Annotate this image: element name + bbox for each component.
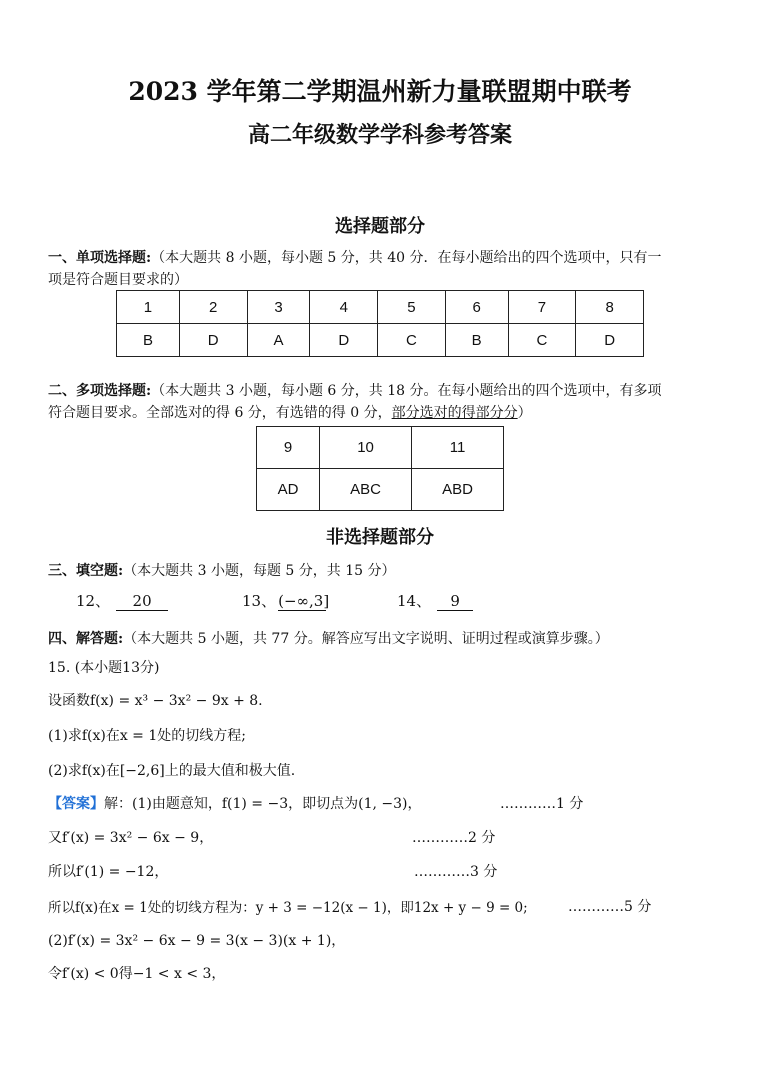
solution-line-5: (2)f′(x) = 3x² − 6x − 9 = 3(x − 3)(x + 1)， — [48, 933, 346, 949]
section-heading-nonchoice: 非选择题部分 — [326, 527, 434, 548]
table-cell: 9 — [257, 427, 320, 469]
problem15-q1: (1)求f(x)在x = 1处的切线方程; — [48, 728, 246, 744]
part3-intro — [48, 560, 396, 580]
part1-text-2: 项是符合题目要求的） — [48, 272, 188, 288]
part4-intro — [48, 628, 609, 648]
part2-label: 二、多项选择题: — [48, 383, 152, 399]
table-cell: 10 — [320, 427, 412, 469]
problem15-stem: 设函数f(x) = x³ − 3x² − 9x + 8. — [48, 693, 263, 709]
fill-number: 12、 — [76, 592, 111, 610]
fill-answer-12 — [76, 590, 168, 611]
part2-text-2c: ） — [517, 405, 532, 421]
table-cell: C — [508, 324, 576, 357]
fill-blank: 9 — [437, 592, 473, 611]
fill-answer-14 — [397, 590, 473, 611]
fill-answer-13 — [242, 590, 330, 611]
part1-answer-row — [117, 324, 644, 357]
table-cell: D — [310, 324, 378, 357]
solution-line-2: 又f′(x) = 3x² − 6x − 9， — [48, 830, 214, 846]
fill-blank: 20 — [116, 592, 168, 611]
score-mark: …………2 分 — [412, 830, 496, 846]
part4-text: （本大题共 5 小题，共 77 分。解答应写出文字说明、证明过程或演算步骤。） — [123, 631, 609, 647]
page-title: 2023 学年第二学期温州新力量联盟期中联考 — [128, 77, 632, 106]
table-cell: 3 — [247, 291, 310, 324]
table-cell: ABC — [320, 469, 412, 511]
table-cell: 11 — [412, 427, 504, 469]
section-heading-choice: 选择题部分 — [335, 216, 425, 237]
solution-text: 解：(1)由题意知，f(1) = −3，即切点为(1, −3)， — [104, 796, 422, 812]
table-cell: 6 — [445, 291, 508, 324]
part1-answer-table — [116, 290, 644, 357]
part1-intro-line1 — [48, 247, 662, 267]
part2-text-2a: 符合题目要求。全部选对的得 6 分，有选错的得 0 分， — [48, 405, 392, 421]
table-cell: 5 — [378, 291, 446, 324]
table-cell: 1 — [117, 291, 180, 324]
table-cell: 7 — [508, 291, 576, 324]
score-mark: …………1 分 — [500, 796, 584, 812]
score-mark: …………5 分 — [568, 899, 652, 915]
table-cell: AD — [257, 469, 320, 511]
table-cell: C — [378, 324, 446, 357]
table-cell: A — [247, 324, 310, 357]
score-mark: …………3 分 — [414, 864, 498, 880]
table-cell: 8 — [576, 291, 644, 324]
solution-line-3: 所以f′(1) = −12， — [48, 864, 169, 880]
part3-text: （本大题共 3 小题，每题 5 分，共 15 分） — [123, 563, 396, 579]
part2-answer-table — [256, 426, 504, 511]
table-cell: D — [179, 324, 247, 357]
solution-line-4: 所以f(x)在x = 1处的切线方程为：y + 3 = −12(x − 1)，即12x + y − 9 = 0; — [48, 900, 528, 916]
fill-number: 14、 — [397, 592, 432, 610]
fill-number: 13、 — [242, 592, 277, 610]
part1-text-1: （本大题共 8 小题，每小题 5 分，共 40 分．在每小题给出的四个选项中，只有一 — [151, 250, 662, 266]
part2-intro-line2 — [48, 402, 532, 422]
problem15-q2: (2)求f(x)在[−2,6]上的最大值和极大值. — [48, 763, 296, 779]
table-cell: 2 — [179, 291, 247, 324]
part2-number-row — [257, 427, 504, 469]
table-cell: D — [576, 324, 644, 357]
problem15-header: 15. (本小题13分) — [48, 660, 160, 676]
table-cell: B — [117, 324, 180, 357]
part2-answer-row — [257, 469, 504, 511]
part2-text-2b: 部分选对的得部分分 — [391, 405, 518, 421]
table-cell: B — [445, 324, 508, 357]
part3-label: 三、填空题: — [48, 563, 124, 579]
table-cell: ABD — [412, 469, 504, 511]
table-cell: 4 — [310, 291, 378, 324]
answer-tag: 【答案】 — [48, 796, 104, 812]
part2-text-1: （本大题共 3 小题，每小题 6 分，共 18 分。在每小题给出的四个选项中，有多项 — [151, 383, 662, 399]
solution-line-1 — [48, 793, 421, 813]
part2-intro-line1 — [48, 380, 662, 400]
part1-number-row — [117, 291, 644, 324]
part4-label: 四、解答题: — [48, 631, 124, 647]
fill-blank: (−∞,3] — [278, 592, 330, 610]
part1-label: 一、单项选择题: — [48, 250, 152, 266]
solution-line-6: 令f′(x) < 0得−1 < x < 3， — [48, 966, 226, 982]
page-subtitle: 高二年级数学学科参考答案 — [247, 122, 512, 148]
